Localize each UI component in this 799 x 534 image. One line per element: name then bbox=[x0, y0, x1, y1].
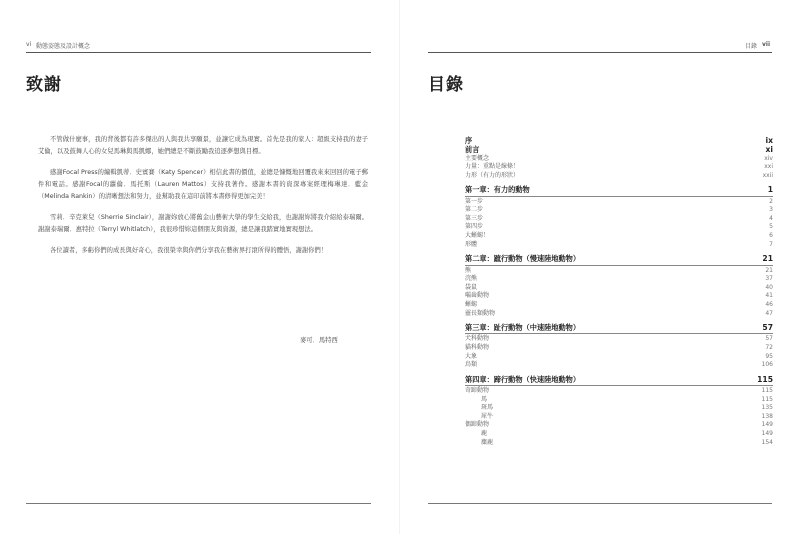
toc-entry-label: 浣熊 bbox=[465, 275, 478, 283]
toc-entry-page: 5 bbox=[769, 223, 773, 231]
ack-paragraph: 不管做什麼事，我的背後都有許多傑出的人與我共享願景，並讓它成為現實。首先是我的家人：超級支持我的妻子艾倫，以及鼓舞人心的女兒馬琳與馬凱娜，她們總是不斷鼓勵我追逐夢想與目標。 bbox=[38, 136, 368, 155]
toc-entry-label: 大蜥蜴！ bbox=[465, 232, 490, 240]
toc-entry-label: 犬科動物 bbox=[465, 335, 490, 343]
left-page bbox=[0, 0, 399, 534]
toc-entry-page: xi bbox=[765, 145, 773, 155]
toc-entry-label: 形體 bbox=[465, 240, 478, 248]
toc-entry-label: 蜥蜴 bbox=[465, 300, 478, 308]
toc-entry-page: ix bbox=[765, 136, 773, 145]
toc-entry[interactable] bbox=[465, 413, 773, 422]
toc-entry[interactable] bbox=[465, 163, 773, 172]
toc-entry-label: 馬 bbox=[481, 395, 488, 403]
toc-entry-label: 第四步 bbox=[465, 223, 484, 231]
left-header-rule bbox=[26, 52, 371, 53]
toc-entry-page: 72 bbox=[765, 343, 773, 351]
toc-entry-page: 115 bbox=[757, 374, 773, 384]
toc-chapter-entry[interactable] bbox=[465, 323, 773, 332]
toc-entry-page: 6 bbox=[769, 232, 773, 240]
toc-chapter-rule bbox=[465, 265, 773, 266]
toc-entry-label: 奇蹄動物 bbox=[465, 387, 490, 395]
toc-entry-label: 第四章：蹄行動物（快速陸地動物） bbox=[465, 374, 581, 384]
toc-entry[interactable] bbox=[465, 267, 773, 276]
toc-entry-page: 115 bbox=[761, 387, 773, 395]
toc-chapter-rule bbox=[465, 333, 773, 334]
toc-entry[interactable] bbox=[465, 215, 773, 224]
toc-entry-page: 46 bbox=[765, 300, 773, 308]
toc-chapter-rule bbox=[465, 196, 773, 197]
toc-entry-label: 囓齒動物 bbox=[465, 292, 490, 300]
toc-entry-page: 115 bbox=[761, 395, 773, 403]
toc-section-entry[interactable] bbox=[465, 145, 773, 154]
right-footer-rule bbox=[428, 503, 772, 504]
toc-entry-label: 主要概念 bbox=[465, 154, 490, 162]
toc-entry-page: 2 bbox=[769, 197, 773, 205]
toc-entry-label: 前言 bbox=[465, 145, 480, 155]
toc-entry-page: 21 bbox=[765, 266, 773, 274]
toc-entry-page: 3 bbox=[769, 206, 773, 214]
acknowledgements-heading: 致謝 bbox=[26, 75, 62, 95]
toc-entry[interactable] bbox=[465, 206, 773, 215]
toc-entry-label: 第二章：蹠行動物（慢速陸地動物） bbox=[465, 254, 581, 264]
toc-entry[interactable] bbox=[465, 421, 773, 430]
toc-entry[interactable] bbox=[465, 361, 773, 370]
toc-entry-label: 第三步 bbox=[465, 214, 484, 222]
toc-entry[interactable] bbox=[465, 353, 773, 362]
toc-entry-label: 大象 bbox=[465, 352, 478, 360]
toc-entry[interactable] bbox=[465, 439, 773, 448]
left-footer-rule bbox=[26, 503, 371, 504]
toc-entry-page: 37 bbox=[765, 275, 773, 283]
toc-entry-page: 149 bbox=[761, 430, 773, 438]
toc-entry-page: 95 bbox=[765, 352, 773, 360]
toc-entry-page: 149 bbox=[761, 421, 773, 429]
toc-entry[interactable] bbox=[465, 155, 773, 164]
toc-entry-page: xxi bbox=[764, 163, 773, 171]
toc-entry-label: 靈長類動物 bbox=[465, 309, 496, 317]
toc-chapter-entry[interactable] bbox=[465, 254, 773, 263]
toc-entry-label: 序 bbox=[465, 136, 473, 145]
toc-entry[interactable] bbox=[465, 310, 773, 319]
left-running-title: 動態姿態及設計概念 bbox=[36, 43, 91, 50]
ack-paragraph: 感謝Focal Press的編輯凱蒂．史賓賽（Katy Spencer）相信此書的價值，並總是慷慨地回覆我來來回回的電子郵件和電話。感謝Focal的蘿倫．馬托斯（Lauren Mattos）支持我著作。感謝本書的資深專案經理梅琳達．藍金（Melinda Rankin）的清晰想法和努力，並幫助我在這印前將本書修得更加完美！ bbox=[38, 169, 368, 200]
toc-entry[interactable] bbox=[465, 223, 773, 232]
toc-entry[interactable] bbox=[465, 172, 773, 181]
table-of-contents bbox=[465, 136, 773, 447]
toc-entry-page: 21 bbox=[762, 254, 773, 264]
toc-entry-page: 1 bbox=[767, 185, 773, 195]
toc-entry-page: 57 bbox=[762, 323, 773, 333]
toc-entry-label: 鳥類 bbox=[465, 361, 478, 369]
toc-entry[interactable] bbox=[465, 275, 773, 284]
toc-chapter-entry[interactable] bbox=[465, 185, 773, 194]
toc-entry-label: 熊 bbox=[465, 266, 472, 274]
author-signature: 麥可．馬特西 bbox=[300, 337, 338, 344]
toc-entry-label: 力量：重點是線條！ bbox=[465, 163, 520, 171]
toc-entry-page: 47 bbox=[765, 309, 773, 317]
toc-entry-label: 第一步 bbox=[465, 197, 484, 205]
toc-entry-page: xiv bbox=[764, 154, 773, 162]
ack-paragraph: 雪莉．辛克萊兒（Sherrie Sinclair），謝謝妳放心將舊金山藝術大學的學生交給我，也謝謝妳將我介紹給泰瑞爾。謝謝泰瑞爾．惠特拉（Terryl Whitlatch），我很珍惜妳這個朋友與資源，總是讓我踏實地實現想法。 bbox=[38, 214, 368, 233]
right-page-number: vii bbox=[762, 41, 771, 48]
left-page-number: vi bbox=[26, 41, 32, 48]
toc-entry-label: 力形（有力的形狀） bbox=[465, 171, 520, 179]
toc-section-entry[interactable] bbox=[465, 136, 773, 145]
right-running-title: 目錄 bbox=[745, 43, 758, 50]
toc-entry[interactable] bbox=[465, 430, 773, 439]
toc-entry-page: 4 bbox=[769, 214, 773, 222]
toc-entry-label: 鹿 bbox=[481, 430, 488, 438]
toc-entry-label: 斑馬 bbox=[481, 404, 494, 412]
toc-entry-label: 貓科動物 bbox=[465, 343, 490, 351]
toc-entry[interactable] bbox=[465, 241, 773, 250]
toc-entry[interactable] bbox=[465, 292, 773, 301]
toc-entry-page: 7 bbox=[769, 240, 773, 248]
toc-entry[interactable] bbox=[465, 344, 773, 353]
toc-entry-label: 第三章：趾行動物（中速陸地動物） bbox=[465, 323, 581, 333]
toc-entry-page: 135 bbox=[761, 404, 773, 412]
toc-entry[interactable] bbox=[465, 396, 773, 405]
toc-entry-label: 犀牛 bbox=[481, 412, 494, 420]
acknowledgements-body bbox=[38, 134, 368, 266]
toc-entry-label: 麋鹿 bbox=[481, 438, 494, 446]
ack-paragraph: 各位讀者，多虧你們的成長與好奇心，我很榮幸與你們分享我在藝術界打滾所得的體悟，謝謝你們！ bbox=[50, 247, 328, 254]
toc-entry[interactable] bbox=[465, 284, 773, 293]
toc-heading: 目錄 bbox=[428, 75, 464, 95]
toc-entry[interactable] bbox=[465, 232, 773, 241]
toc-entry[interactable] bbox=[465, 198, 773, 207]
toc-entry[interactable] bbox=[465, 335, 773, 344]
toc-entry[interactable] bbox=[465, 387, 773, 396]
toc-entry-page: 41 bbox=[765, 292, 773, 300]
toc-chapter-entry[interactable] bbox=[465, 375, 773, 384]
toc-entry-page: 106 bbox=[761, 361, 773, 369]
toc-entry-page: 154 bbox=[761, 438, 773, 446]
toc-entry-page: 138 bbox=[761, 412, 773, 420]
toc-entry-page: 57 bbox=[765, 335, 773, 343]
toc-entry-label: 第一章：有力的動物 bbox=[465, 185, 530, 195]
toc-entry-label: 第二步 bbox=[465, 206, 484, 214]
toc-chapter-rule bbox=[465, 385, 773, 386]
toc-entry-label: 袋鼠 bbox=[465, 283, 478, 291]
right-header-rule bbox=[428, 52, 772, 53]
toc-entry-label: 偶蹄動物 bbox=[465, 421, 490, 429]
toc-entry-page: 40 bbox=[765, 283, 773, 291]
toc-entry[interactable] bbox=[465, 301, 773, 310]
toc-entry-page: xxii bbox=[762, 171, 773, 179]
toc-entry[interactable] bbox=[465, 404, 773, 413]
